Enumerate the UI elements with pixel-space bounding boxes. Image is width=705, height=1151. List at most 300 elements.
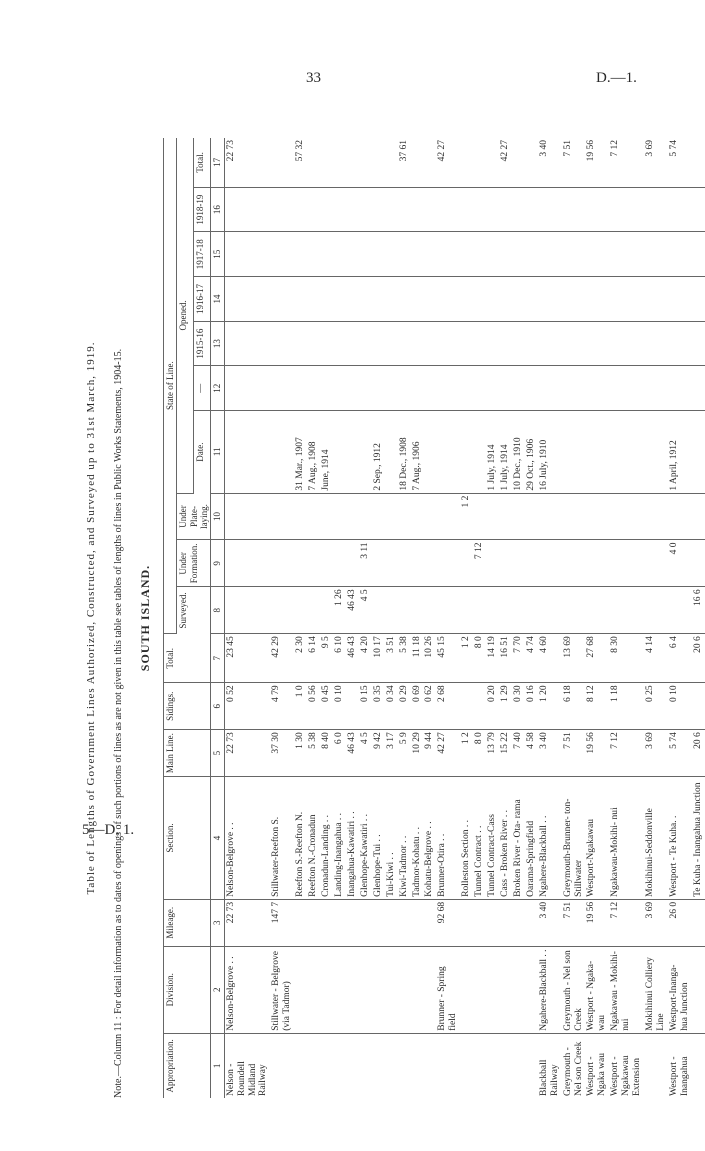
section-cell: Kohatu-Belgrove . . xyxy=(423,777,436,900)
surveyed-cell xyxy=(270,587,294,634)
surveyed-cell xyxy=(538,587,562,634)
date-opened-cell: 7 Aug., 1908 xyxy=(307,411,320,494)
under-platelaying-cell xyxy=(486,493,499,540)
mileage-cell xyxy=(460,899,473,946)
table-row xyxy=(668,138,692,1098)
opened-1917-cell xyxy=(609,232,644,277)
sidings-cell: 0 56 xyxy=(307,683,320,730)
under-formation-cell xyxy=(525,540,538,587)
opened-dash-cell xyxy=(460,366,473,411)
opened-1918-cell xyxy=(346,187,359,232)
sidings-cell: 0 52 xyxy=(224,683,270,730)
table-body xyxy=(224,138,704,1098)
surveyed-cell xyxy=(562,587,586,634)
appropriation-cell xyxy=(333,1033,346,1098)
under-platelaying-cell xyxy=(307,493,320,540)
opened-dash-cell xyxy=(609,366,644,411)
total-opened-cell xyxy=(423,138,436,187)
date-opened-cell: 7 Aug., 1906 xyxy=(411,411,424,494)
opened-1918-cell xyxy=(538,187,562,232)
column-number: 1 xyxy=(211,1033,224,1098)
surveyed-cell xyxy=(372,587,385,634)
total-cell: 16 51 xyxy=(499,634,512,683)
mileage-cell xyxy=(473,899,486,946)
opened-1918-cell xyxy=(585,187,609,232)
opened-1918-cell xyxy=(692,187,705,232)
opened-1916-cell xyxy=(525,277,538,322)
mileage-cell xyxy=(486,899,499,946)
sidings-cell: 0 10 xyxy=(668,683,692,730)
opened-1918-cell xyxy=(307,187,320,232)
opened-1918-cell xyxy=(525,187,538,232)
division-cell xyxy=(372,946,385,1033)
table-row xyxy=(423,138,436,1098)
appropriation-cell xyxy=(270,1033,294,1098)
opened-1915-cell xyxy=(333,321,346,366)
appropriation-cell: Westport - Ngakawau Extension xyxy=(610,1055,643,1096)
mileage-cell xyxy=(359,899,372,946)
opened-1917-cell xyxy=(411,232,424,277)
opened-1915-cell xyxy=(460,321,473,366)
total-cell: 4 74 xyxy=(525,634,538,683)
division-cell xyxy=(423,946,436,1033)
surveyed-cell xyxy=(411,587,424,634)
opened-1915-cell xyxy=(609,321,644,366)
opened-1916-cell xyxy=(692,277,705,322)
under-formation-cell xyxy=(562,540,586,587)
mileage-cell: 26 0 xyxy=(668,899,692,946)
main-line-cell: 42 27 xyxy=(436,730,460,777)
total-cell: 4 20 xyxy=(359,634,372,683)
division-cell: Ngakawau - Mokihi- nui xyxy=(609,946,644,1033)
division-cell: Westport - Ngaka- wau xyxy=(585,946,609,1033)
under-platelaying-cell xyxy=(411,493,424,540)
mileage-cell xyxy=(346,899,359,946)
header-division: Division. xyxy=(164,946,211,1033)
opened-1916-cell xyxy=(359,277,372,322)
opened-1916-cell xyxy=(385,277,398,322)
opened-1916-cell xyxy=(224,277,270,322)
date-opened-cell xyxy=(644,411,668,494)
sidings-cell: 8 12 xyxy=(585,683,609,730)
opened-dash-cell xyxy=(372,366,385,411)
opened-1917-cell xyxy=(585,232,609,277)
date-opened-cell xyxy=(224,411,270,494)
date-opened-cell xyxy=(385,411,398,494)
opened-1917-cell xyxy=(359,232,372,277)
column-number: 12 xyxy=(211,366,224,411)
under-formation-cell xyxy=(609,540,644,587)
opened-1915-cell xyxy=(473,321,486,366)
section-cell: Kiwi-Tadmor . . xyxy=(398,777,411,900)
section-cell: Tunnel Contract . . xyxy=(473,777,486,900)
under-platelaying-cell: 1 2 xyxy=(460,493,473,540)
total-cell: 7 70 xyxy=(512,634,525,683)
date-opened-cell: 2 Sep., 1912 xyxy=(372,411,385,494)
division-cell xyxy=(411,946,424,1033)
total-cell: 10 26 xyxy=(423,634,436,683)
division-cell xyxy=(473,946,486,1033)
under-formation-cell: 7 12 xyxy=(473,540,486,587)
opened-1918-cell xyxy=(333,187,346,232)
opened-1916-cell xyxy=(499,277,512,322)
table-row xyxy=(224,138,270,1098)
total-cell: 2 30 xyxy=(294,634,307,683)
main-line-cell: 3 40 xyxy=(538,730,562,777)
opened-1918-cell xyxy=(436,187,460,232)
section-cell: Cass - Broken River . . xyxy=(499,777,512,900)
opened-1917-cell xyxy=(538,232,562,277)
column-number: 9 xyxy=(211,540,224,587)
sidings-cell: 0 69 xyxy=(411,683,424,730)
opened-dash-cell xyxy=(644,366,668,411)
main-line-cell: 7 40 xyxy=(512,730,525,777)
sidings-cell xyxy=(692,683,705,730)
appropriation-cell xyxy=(294,1033,307,1098)
total-opened-cell xyxy=(385,138,398,187)
opened-1918-cell xyxy=(270,187,294,232)
under-platelaying-cell xyxy=(333,493,346,540)
division-cell xyxy=(346,946,359,1033)
division-cell xyxy=(398,946,411,1033)
section-cell: Mokihinui-Seddonville xyxy=(644,777,668,900)
total-cell: 14 19 xyxy=(486,634,499,683)
table-row xyxy=(585,138,609,1098)
surveyed-cell: 4 5 xyxy=(359,587,372,634)
appropriation-cell: Greymouth - Nel son Creek xyxy=(562,1041,584,1096)
table-row xyxy=(486,138,499,1098)
section-cell: Inangahua-Kawatiri . . xyxy=(346,777,359,900)
opened-1916-cell xyxy=(411,277,424,322)
island-heading: SOUTH ISLAND. xyxy=(138,564,152,672)
opened-dash-cell xyxy=(538,366,562,411)
appropriation-cell xyxy=(385,1033,398,1098)
mileage-cell xyxy=(525,899,538,946)
total-opened-cell xyxy=(473,138,486,187)
main-line-cell: 46 43 xyxy=(346,730,359,777)
opened-dash-cell xyxy=(525,366,538,411)
page-number: 33 xyxy=(306,70,321,86)
under-platelaying-cell xyxy=(346,493,359,540)
under-formation-cell: 3 11 xyxy=(359,540,372,587)
total-cell: 46 43 xyxy=(346,634,359,683)
section-cell: Greymouth-Brunner- ton-Stillwater xyxy=(562,777,586,900)
rotated-table-block xyxy=(85,138,703,1098)
under-formation-cell xyxy=(692,540,705,587)
opened-dash-cell xyxy=(499,366,512,411)
column-number: 14 xyxy=(211,277,224,322)
main-line-cell: 5 38 xyxy=(307,730,320,777)
division-cell: Nelson-Belgrove . . xyxy=(224,946,270,1033)
mileage-cell xyxy=(512,899,525,946)
total-opened-cell: 7 51 xyxy=(562,138,586,187)
mileage-cell xyxy=(692,899,705,946)
section-cell: Stillwater-Reefton S. xyxy=(270,777,294,900)
mileage-cell xyxy=(372,899,385,946)
opened-1917-cell xyxy=(525,232,538,277)
mileage-cell xyxy=(294,899,307,946)
appropriation-cell xyxy=(423,1033,436,1098)
mileage-cell: 147 7 xyxy=(270,899,294,946)
opened-1917-cell xyxy=(668,232,692,277)
under-platelaying-cell xyxy=(585,493,609,540)
table-row xyxy=(333,138,346,1098)
column-number-row xyxy=(211,138,224,1098)
surveyed-cell xyxy=(307,587,320,634)
opened-1916-cell xyxy=(486,277,499,322)
appropriation-cell: Blackball Railway xyxy=(538,1059,560,1096)
table-row xyxy=(372,138,385,1098)
surveyed-cell xyxy=(585,587,609,634)
sidings-cell: 0 15 xyxy=(359,683,372,730)
mileage-cell: 22 73 xyxy=(224,899,270,946)
opened-dash-cell xyxy=(398,366,411,411)
date-opened-cell: 1 April, 1912 xyxy=(668,411,692,494)
header-1915-16: 1915-16 xyxy=(194,321,211,366)
opened-1915-cell xyxy=(398,321,411,366)
appropriation-cell xyxy=(372,1033,385,1098)
section-cell: Westport - Te Kuha. . xyxy=(668,777,692,900)
table-row xyxy=(473,138,486,1098)
main-line-cell: 5 74 xyxy=(668,730,692,777)
sidings-cell xyxy=(460,683,473,730)
opened-1915-cell xyxy=(270,321,294,366)
opened-1915-cell xyxy=(411,321,424,366)
mileage-cell: 3 40 xyxy=(538,899,562,946)
total-cell: 8 30 xyxy=(609,634,644,683)
header-surveyed: Surveyed. xyxy=(177,587,211,634)
opened-1915-cell xyxy=(525,321,538,366)
opened-dash-cell xyxy=(692,366,705,411)
sidings-cell: 4 79 xyxy=(270,683,294,730)
mileage-cell xyxy=(411,899,424,946)
under-formation-cell xyxy=(398,540,411,587)
division-cell xyxy=(486,946,499,1033)
opened-1916-cell xyxy=(346,277,359,322)
division-cell xyxy=(460,946,473,1033)
section-cell: Westport-Ngakawau xyxy=(585,777,609,900)
table-row xyxy=(398,138,411,1098)
under-platelaying-cell xyxy=(609,493,644,540)
opened-1918-cell xyxy=(372,187,385,232)
date-opened-cell xyxy=(609,411,644,494)
opened-1917-cell xyxy=(333,232,346,277)
under-platelaying-cell xyxy=(525,493,538,540)
opened-1916-cell xyxy=(307,277,320,322)
total-opened-cell: 42 27 xyxy=(499,138,512,187)
header-appropriation: Appropriation. xyxy=(164,1033,211,1098)
under-platelaying-cell xyxy=(512,493,525,540)
total-cell: 6 10 xyxy=(333,634,346,683)
division-cell xyxy=(333,946,346,1033)
column-number: 16 xyxy=(211,187,224,232)
total-opened-cell xyxy=(692,138,705,187)
opened-1916-cell xyxy=(562,277,586,322)
date-opened-cell xyxy=(460,411,473,494)
opened-1918-cell xyxy=(359,187,372,232)
under-formation-cell xyxy=(538,540,562,587)
main-line-cell: 3 69 xyxy=(644,730,668,777)
surveyed-cell xyxy=(609,587,644,634)
opened-1918-cell xyxy=(423,187,436,232)
surveyed-cell: 1 26 xyxy=(333,587,346,634)
opened-1916-cell xyxy=(398,277,411,322)
surveyed-cell xyxy=(499,587,512,634)
total-opened-cell xyxy=(486,138,499,187)
sidings-cell: 1 18 xyxy=(609,683,644,730)
table-row xyxy=(538,138,562,1098)
total-cell: 3 51 xyxy=(385,634,398,683)
surveyed-cell xyxy=(525,587,538,634)
opened-1916-cell xyxy=(538,277,562,322)
opened-1918-cell xyxy=(562,187,586,232)
total-cell: 13 69 xyxy=(562,634,586,683)
column-number: 11 xyxy=(211,411,224,494)
sidings-cell: 0 29 xyxy=(398,683,411,730)
under-formation-cell xyxy=(224,540,270,587)
mileage-cell xyxy=(385,899,398,946)
sidings-cell: 2 68 xyxy=(436,683,460,730)
opened-1915-cell xyxy=(307,321,320,366)
table-note: Note.—Column 11 : For detail information as to dates of openings of such portions of lines as are not given in this table see tables of lengths of lines in Public Works Statements, 1904-15. xyxy=(113,348,124,1098)
opened-1917-cell xyxy=(436,232,460,277)
under-formation-cell xyxy=(385,540,398,587)
under-platelaying-cell xyxy=(538,493,562,540)
opened-1916-cell xyxy=(333,277,346,322)
opened-1915-cell xyxy=(668,321,692,366)
under-platelaying-cell xyxy=(436,493,460,540)
division-cell: Mokihinui Colliery Line xyxy=(644,946,668,1033)
header-1916-17: 1916-17 xyxy=(194,277,211,322)
total-cell: 8 0 xyxy=(473,634,486,683)
under-platelaying-cell xyxy=(359,493,372,540)
table-row xyxy=(270,138,294,1098)
surveyed-cell xyxy=(460,587,473,634)
total-cell: 27 68 xyxy=(585,634,609,683)
sidings-cell: 0 45 xyxy=(320,683,333,730)
opened-1917-cell xyxy=(385,232,398,277)
opened-1918-cell xyxy=(294,187,307,232)
header-under-formation: Under Formation. xyxy=(177,540,211,587)
opened-dash-cell xyxy=(333,366,346,411)
opened-1918-cell xyxy=(473,187,486,232)
date-opened-cell xyxy=(585,411,609,494)
opened-1916-cell xyxy=(585,277,609,322)
total-cell: 11 18 xyxy=(411,634,424,683)
under-platelaying-cell xyxy=(473,493,486,540)
mileage-cell xyxy=(333,899,346,946)
table-row xyxy=(385,138,398,1098)
date-opened-cell: 10 Dec., 1910 xyxy=(512,411,525,494)
column-number: 6 xyxy=(211,683,224,730)
opened-1918-cell xyxy=(385,187,398,232)
mileage-cell: 7 51 xyxy=(562,899,586,946)
total-opened-cell: 42 27 xyxy=(436,138,460,187)
column-number: 8 xyxy=(211,587,224,634)
column-number: 17 xyxy=(211,138,224,187)
opened-1917-cell xyxy=(423,232,436,277)
opened-1915-cell xyxy=(538,321,562,366)
opened-dash-cell xyxy=(320,366,333,411)
date-opened-cell xyxy=(333,411,346,494)
total-cell: 1 2 xyxy=(460,634,473,683)
under-platelaying-cell xyxy=(224,493,270,540)
table-row xyxy=(460,138,473,1098)
mileage-cell xyxy=(398,899,411,946)
surveyed-cell xyxy=(398,587,411,634)
column-number: 10 xyxy=(211,493,224,540)
table-row xyxy=(411,138,424,1098)
date-opened-cell xyxy=(346,411,359,494)
section-cell: Broken River - Ota- rama xyxy=(512,777,525,900)
under-platelaying-cell xyxy=(562,493,586,540)
mileage-cell xyxy=(307,899,320,946)
surveyed-cell xyxy=(473,587,486,634)
division-cell xyxy=(512,946,525,1033)
main-line-cell: 13 79 xyxy=(486,730,499,777)
column-number: 4 xyxy=(211,777,224,900)
opened-dash-cell xyxy=(436,366,460,411)
section-cell: Nelson-Belgrove . . xyxy=(224,777,270,900)
opened-dash-cell xyxy=(270,366,294,411)
main-line-cell: 19 56 xyxy=(585,730,609,777)
appropriation-cell xyxy=(398,1033,411,1098)
header-main-line: Main Line. xyxy=(164,730,211,777)
section-cell: Tui-Kiwi . . xyxy=(385,777,398,900)
table-row xyxy=(320,138,333,1098)
surveyed-cell xyxy=(436,587,460,634)
opened-1917-cell xyxy=(460,232,473,277)
column-number: 3 xyxy=(211,899,224,946)
opened-1918-cell xyxy=(609,187,644,232)
main-line-cell: 1 30 xyxy=(294,730,307,777)
opened-1917-cell xyxy=(486,232,499,277)
opened-1917-cell xyxy=(499,232,512,277)
column-number: 5 xyxy=(211,730,224,777)
section-cell: Brunner-Otira . . xyxy=(436,777,460,900)
under-formation-cell xyxy=(307,540,320,587)
mileage-cell xyxy=(320,899,333,946)
opened-1917-cell xyxy=(398,232,411,277)
total-opened-cell xyxy=(307,138,320,187)
division-cell: Greymouth - Nel son Creek xyxy=(562,946,586,1033)
under-formation-cell xyxy=(486,540,499,587)
opened-1916-cell xyxy=(372,277,385,322)
opened-1918-cell xyxy=(411,187,424,232)
under-formation-cell xyxy=(320,540,333,587)
date-opened-cell xyxy=(562,411,586,494)
sidings-cell: 0 25 xyxy=(644,683,668,730)
sidings-cell: 0 35 xyxy=(372,683,385,730)
opened-1915-cell xyxy=(512,321,525,366)
opened-1918-cell xyxy=(486,187,499,232)
mileage-cell: 92 68 xyxy=(436,899,460,946)
appropriation-cell xyxy=(486,1033,499,1098)
mileage-cell xyxy=(423,899,436,946)
opened-1917-cell xyxy=(320,232,333,277)
main-line-cell: 10 29 xyxy=(411,730,424,777)
under-platelaying-cell xyxy=(499,493,512,540)
opened-dash-cell xyxy=(224,366,270,411)
division-cell xyxy=(359,946,372,1033)
opened-dash-cell xyxy=(346,366,359,411)
surveyed-cell: 16 6 xyxy=(692,587,705,634)
table-row xyxy=(525,138,538,1098)
table-row xyxy=(359,138,372,1098)
opened-dash-cell xyxy=(562,366,586,411)
mileage-cell: 19 56 xyxy=(585,899,609,946)
appropriation-cell: Westport - Ngaka wau xyxy=(586,1053,608,1096)
